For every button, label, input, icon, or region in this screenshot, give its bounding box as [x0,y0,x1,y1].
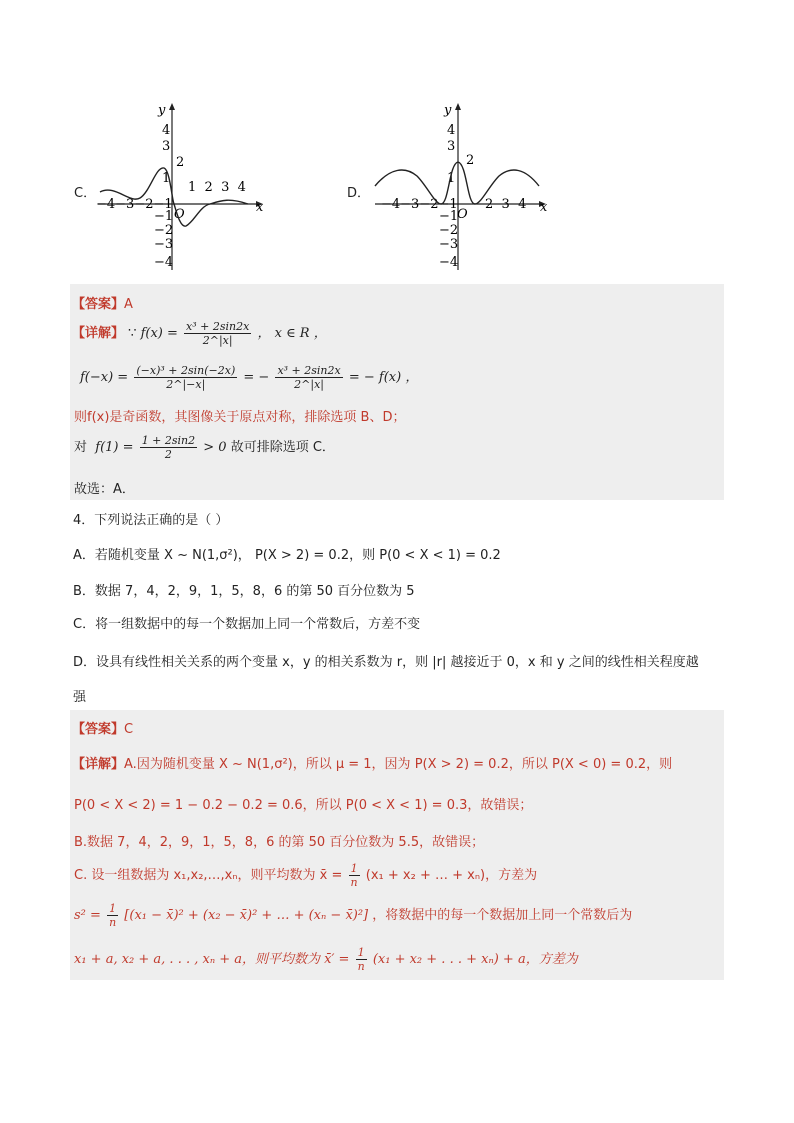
since-symbol: ∵ [128,326,137,341]
y-tick-neg2: −2 [154,223,174,238]
answer-value: C [124,722,134,737]
y-tick-1: 1 [162,171,171,186]
x-ticks-negative: −4−3−2−1 [381,197,458,212]
y-tick-2: 2 [176,155,185,170]
detail-tag: 【详解】 [72,326,125,341]
y-axis-arrow [169,103,175,110]
y-tick-1: 1 [447,171,456,186]
detail-line-b: B.数据 7，4，2，9，1，5，8，6 的第 50 百分位数为 5.5，故错误； [74,835,485,850]
option-c-graph [70,100,280,275]
check-prefix: 对 [74,440,88,455]
answer-line [72,293,133,312]
detail-conclusion: 则f(x)是奇函数，其图像关于原点对称，排除选项 B、D； [74,410,406,425]
y-axis-label: y [158,103,166,118]
answer-box-1 [70,284,724,500]
c3-fraction: $\frac{1}{n}$ [357,946,365,973]
detail-line-c1 [74,862,537,889]
f-def-domain: ， x ∈ R ， [257,326,327,341]
c2-fraction: $\frac{1}{n}$ [109,902,117,929]
x-ticks-positive: 1 2 3 4 [188,180,246,195]
answer-tag: 【答案】 [72,297,125,312]
question-4-option-d-line1: D．设具有线性相关关系的两个变量 x，y 的相关系数为 r，则 |r| 越接近于 0，x 和 y 之间的线性相关程度越 [73,655,699,670]
option-d-graph [345,100,555,275]
y-tick-neg4: −4 [439,255,459,270]
question-4-stem: 4．下列说法正确的是（ ） [73,513,229,528]
f-neg-end: = − f(x) ， [348,370,419,385]
graph-d-svg [345,100,555,275]
f-neg-fraction-2: $\frac{\text{x³ + 2sin2x}}{2\^{}|x|}$ [277,364,341,391]
check-f1: f(1) = [95,440,134,455]
answer-line [72,718,133,737]
x-axis-label: x [256,200,264,215]
check-suffix: 故可排除选项 C． [230,440,335,455]
c2-body: [(x₁ − x̄)² + (x₂ − x̄)² + … + (xₙ − x̄)²] [124,908,369,923]
graph-c-svg [70,100,280,275]
x-ticks-positive: 2 3 4 [485,197,527,212]
y-tick-4: 4 [162,123,171,138]
detail-a1-text: A.因为随机变量 X ~ N(1,σ²)，所以 μ = 1，因为 P(X > 2) = 0.2，所以 P(X < 0) = 0.2，则 [124,757,673,772]
y-tick-neg1: −1 [154,209,174,224]
y-tick-neg3: −3 [154,237,174,252]
detail-line-a2: P(0 < X < 2) = 1 − 0.2 − 0.2 = 0.6，所以 P(0 < X < 1) = 0.3，故错误； [74,798,533,813]
c1-fraction: $\frac{1}{n}$ [350,862,358,889]
y-axis-arrow [455,103,461,110]
f-neg-fraction-1: $\frac{\text{(−x)³ + 2sin(−2x)}}{2\^{}|-x|}$ [136,364,236,391]
origin-label: O [174,207,185,222]
y-tick-3: 3 [162,139,171,154]
detail-line-c3 [74,946,578,973]
detail-line-2 [80,364,418,391]
y-tick-neg1: −1 [439,209,459,224]
c1-suffix: (x₁ + x₂ + … + xₙ)，方差为 [365,868,538,883]
question-4-option-c: C．将一组数据中的每一个数据加上同一个常数后，方差不变 [73,617,421,632]
c1-prefix: C. 设一组数据为 x₁,x₂,…,xₙ，则平均数为 x̄ = [74,868,343,883]
question-4-option-b: B．数据 7，4，2，9，1，5，8，6 的第 50 百分位数为 5 [73,584,415,599]
peak-label: 2 [466,153,475,168]
detail-line-c2 [74,902,632,929]
y-tick-neg2: −2 [439,223,459,238]
detail-tag: 【详解】 [72,757,125,772]
detail-check-line [74,434,335,461]
f-def-fraction: $\frac{\text{x³ + 2sin2x}}{2\^{}|x|}$ [186,320,250,347]
y-tick-3: 3 [447,139,456,154]
y-tick-4: 4 [447,123,456,138]
x-ticks-negative: −4−3−2−1 [96,197,173,212]
y-axis-label: y [444,103,452,118]
option-c-label: C． [74,186,97,201]
y-tick-neg3: −3 [439,237,459,252]
f-neg-lhs: f(−x) = [80,370,129,385]
c3-prefix: x₁ + a, x₂ + a, . . . , xₙ + a，则平均数为 x̄′ = [74,952,350,967]
answer-value: A [124,297,133,312]
x-axis-label: x [540,200,548,215]
origin-label: O [457,207,468,222]
detail-line-a1 [72,753,672,772]
c2-suffix: ，将数据中的每一个数据加上同一个常数后为 [372,908,633,923]
f-def-lhs: f(x) = [140,326,178,341]
check-fraction: $\frac{1 + 2\sin 2}{2}$ [141,434,196,461]
question-4-option-d-line2: 强 [73,690,87,705]
answer-tag: 【答案】 [72,722,125,737]
c3-suffix: (x₁ + x₂ + . . . + xₙ) + a，方差为 [372,952,578,967]
option-d-label: D． [347,186,371,201]
question-4-option-a: A．若随机变量 X ~ N(1,σ²)， P(X > 2) = 0.2，则 P(0 < X < 1) = 0.2 [73,548,501,563]
answer-box-2 [70,710,724,980]
c2-prefix: s² = [74,908,101,923]
detail-line-1 [72,320,327,347]
check-gt: > 0 [203,440,227,455]
f-neg-mid: = − [243,370,270,385]
final-answer: 故选：A． [74,482,135,497]
y-tick-neg4: −4 [154,255,174,270]
